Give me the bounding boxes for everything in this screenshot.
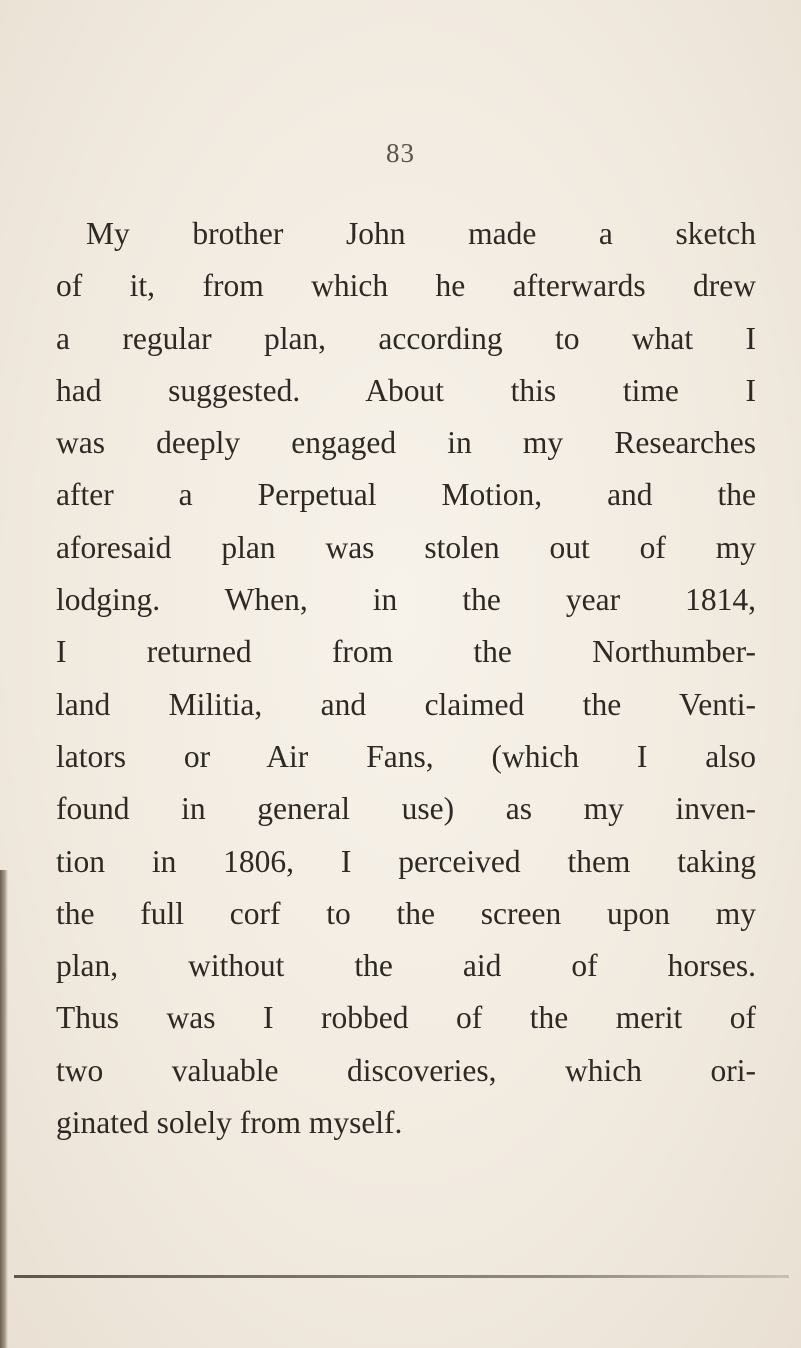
text-line: land Militia, and claimed the Venti- [56, 686, 756, 722]
text-line: lators or Air Fans, (which I also [56, 738, 756, 774]
page-number: 83 [386, 138, 415, 168]
text-line: the full corf to the screen upon my [56, 895, 756, 931]
text-line: found in general use) as my inven- [56, 791, 756, 827]
text-line: was deeply engaged in my Researches [56, 425, 756, 461]
text-line: My brother John made a sketch [86, 216, 756, 251]
text-line: of it, from which he afterwards drew [56, 268, 756, 304]
body-paragraph [56, 208, 756, 1149]
text-line: lodging. When, in the year 1814, [56, 582, 756, 618]
page-bottom-rule [14, 1275, 789, 1278]
text-line: two valuable discoveries, which ori- [56, 1052, 756, 1088]
text-line: a regular plan, according to what I [56, 320, 756, 356]
text-line: after a Perpetual Motion, and the [56, 477, 756, 513]
text-line: I returned from the Northumber- [56, 634, 756, 670]
text-line: aforesaid plan was stolen out of my [56, 529, 756, 565]
page-binding-edge [0, 870, 8, 1348]
text-line: tion in 1806, I perceived them taking [56, 843, 756, 879]
text-line: had suggested. About this time I [56, 372, 756, 408]
text-line: plan, without the aid of horses. [56, 948, 756, 984]
text-line: Thus was I robbed of the merit of [56, 1000, 756, 1036]
text-line: ginated solely from myself. [56, 1105, 403, 1141]
